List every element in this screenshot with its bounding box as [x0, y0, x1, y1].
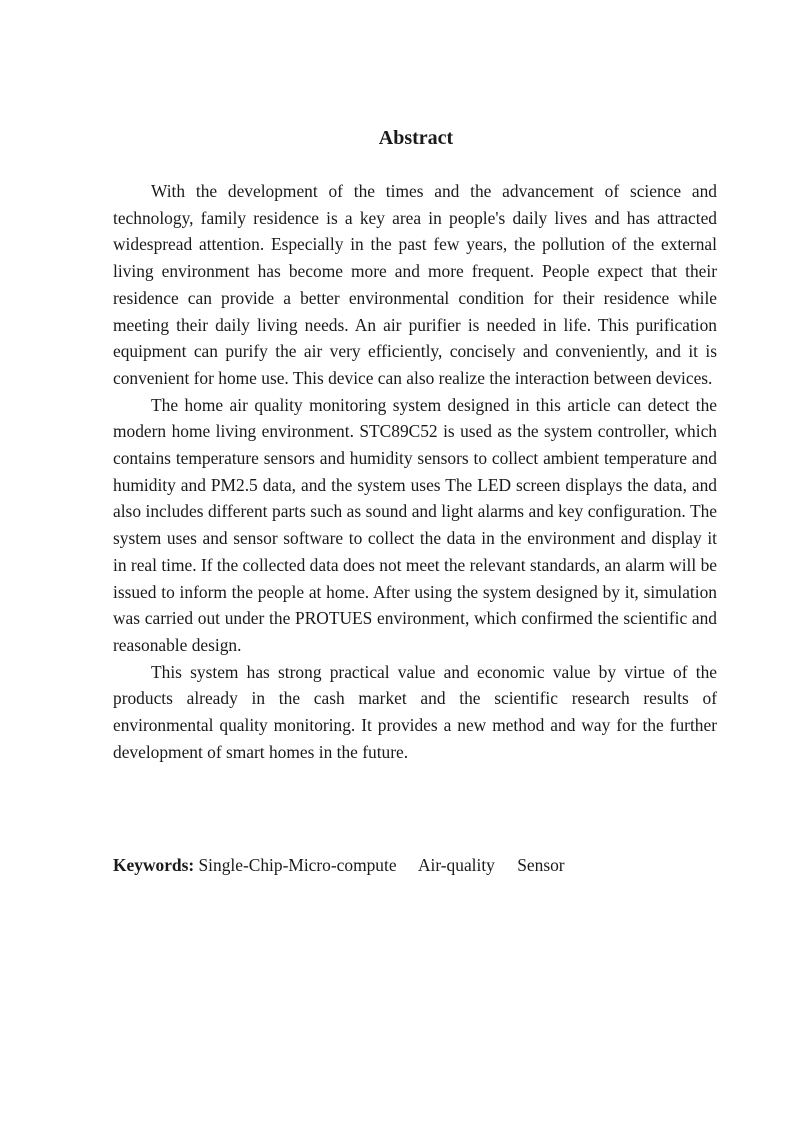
abstract-body [113, 178, 717, 765]
abstract-paragraph-2: The home air quality monitoring system designed in this article can detect the modern home living environment. STC89C52 is used as the system controller, which contains temperature sensors and humidity sensors to collect ambient temperature and humidity and PM2.5 data, and the system uses The LED screen displays the data, and also includes different parts such as sound and light alarms and key configuration. The system uses and sensor software to collect the data in the environment and display it in real time. If the collected data does not meet the relevant standards, an alarm will be issued to inform the people at home. After using the system designed by it, simulation was carried out under the PROTUES environment, which confirmed the scientific and reasonable design. [113, 394, 717, 655]
keyword-2: Air-quality [417, 855, 495, 875]
keyword-3: Sensor [517, 855, 565, 875]
abstract-paragraph-1: With the development of the times and the advancement of science and technology, family residence is a key area in people's daily lives and has attracted widespread attention. Especially in the past few years, the pollution of the external living environment has become more and more frequent. People expect that their residence can provide a better environmental condition for their residence while meeting their daily living needs. An air purifier is needed in life. This purification equipment can purify the air very efficiently, concisely and conveniently, and it is convenient for home use. This device can also realize the interaction between devices. [113, 181, 717, 388]
abstract-title: Abstract [378, 127, 454, 149]
keyword-1: Single-Chip-Micro-compute [198, 855, 397, 875]
keywords-line [113, 852, 717, 878]
abstract-paragraph-3: This system has strong practical value and economic value by virtue of the products already in the cash market and the scientific research results of environmental quality monitoring. It provides a new method and way for the further development of smart homes in the future. [113, 661, 717, 762]
keywords-label: Keywords: [113, 855, 195, 875]
